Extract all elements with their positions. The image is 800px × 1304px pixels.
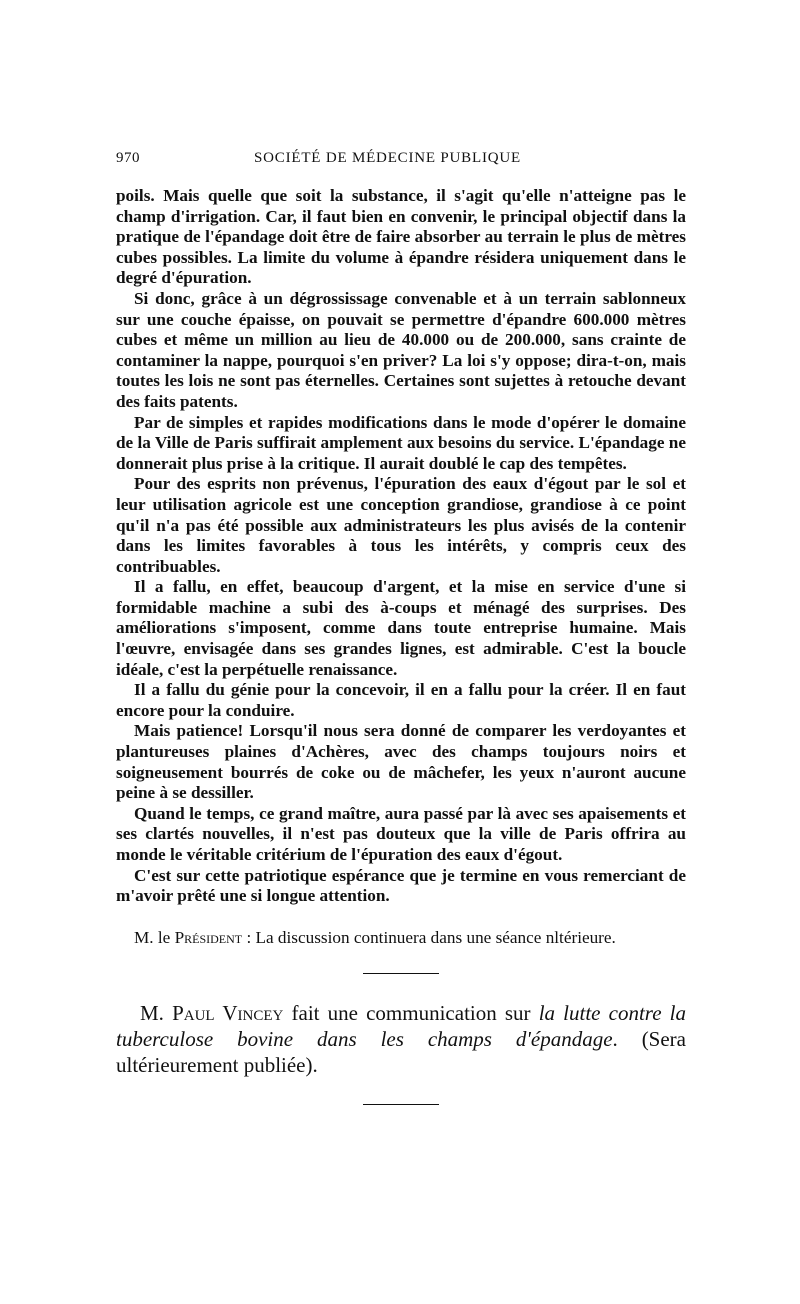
body-text [116, 186, 686, 907]
president-remark [116, 927, 686, 948]
paragraph: Il a fallu, en effet, beaucoup d'argent, et la mise en service d'une si formidable machine a subi des à-coups et ménagé des surprises. Des améliorations s'imposent, comme dans toute entreprise humaine. Mais l'œuvre, envisagée dans ses grandes lignes, est admirable. C'est la boucle idéale, c'est la perpétuelle renaissance. [116, 577, 686, 679]
page [116, 146, 686, 1105]
section-divider [363, 973, 439, 974]
paragraph: C'est sur cette patriotique espérance que je termine en vous remerciant de m'avoir prêté une si longue attention. [116, 865, 686, 906]
speaker-name: Paul Vincey [172, 1000, 284, 1025]
communication-title: la lutte contre la tuberculose bovine dans les champs d'épandage [116, 1000, 687, 1051]
paragraph: Si donc, grâce à un dégrossissage convenable et à un terrain sablonneux sur une couche épaisse, on pouvait se permettre d'épandre 600.000 mètres cubes et même un million au lieu de 40.000 ou de 200.000, sans crainte de contaminer la nappe, pourquoi s'en priver? La loi s'y oppose; dira-t-on, mais toutes les lois ne sont pas éternelles. Certaines sont sujettes à retouche devant des faits patents. [116, 288, 686, 411]
paragraph: Mais patience! Lorsqu'il nous sera donné de comparer les verdoyantes et plantureuses plaines d'Achères, avec des champs toujours noirs et soigneusement bourrés de coke ou de mâchefer, les yeux n'auront aucune peine à se dessiller. [116, 721, 686, 803]
paragraph: Par de simples et rapides modifications dans le mode d'opérer le domaine de la Ville de Paris suffirait amplement aux besoins du service. L'épandage ne donnerait plus prise à la critique. Il aurait doublé le cap des tempêtes. [116, 412, 686, 473]
page-number: 970 [116, 150, 140, 166]
speaker-prefix: M. le [134, 927, 175, 947]
paragraph: Il a fallu du génie pour la concevoir, il en a fallu pour la créer. Il en faut encore pour la conduire. [116, 680, 686, 720]
paragraph: Quand le temps, ce grand maître, aura passé par là avec ses apaisements et ses clartés nouvelles, il n'est pas douteux que la ville de Paris offrira au monde le véritable critérium de l'épuration des eaux d'égout. [116, 803, 686, 864]
page-header [116, 146, 686, 174]
communication-text-after: . (Sera ultérieurement publiée). [116, 1026, 686, 1077]
running-title: SOCIÉTÉ DE MÉDECINE PUBLIQUE [254, 150, 521, 166]
end-divider [363, 1104, 439, 1105]
president-text: : La discussion continuera dans une séance nltérieure. [242, 927, 616, 947]
paragraph: poils. Mais quelle que soit la substance, il s'agit qu'elle n'atteigne pas le champ d'irrigation. Car, il faut bien en convenir, le principal objectif dans la pratique de l'épandage doit être de faire absorber au terrain le plus de mètres cubes possibles. La limite du volume à épandre résidera uniquement dans le degré d'épuration. [116, 186, 686, 288]
communication-text: fait une communication sur [283, 1000, 539, 1025]
paragraph: Pour des esprits non prévenus, l'épuration des eaux d'égout par le sol et leur utilisation agricole est une conception grandiose, grandiose à ce point qu'il n'a pas été possible aux administrateurs les plus avisés de la contenir dans les limites favorables à tous les intérêts, y compris ceux des contribuables. [116, 474, 686, 576]
speaker-title: Président [174, 927, 243, 947]
speaker-prefix: M. [140, 1000, 173, 1025]
communication-notice [116, 1000, 686, 1078]
